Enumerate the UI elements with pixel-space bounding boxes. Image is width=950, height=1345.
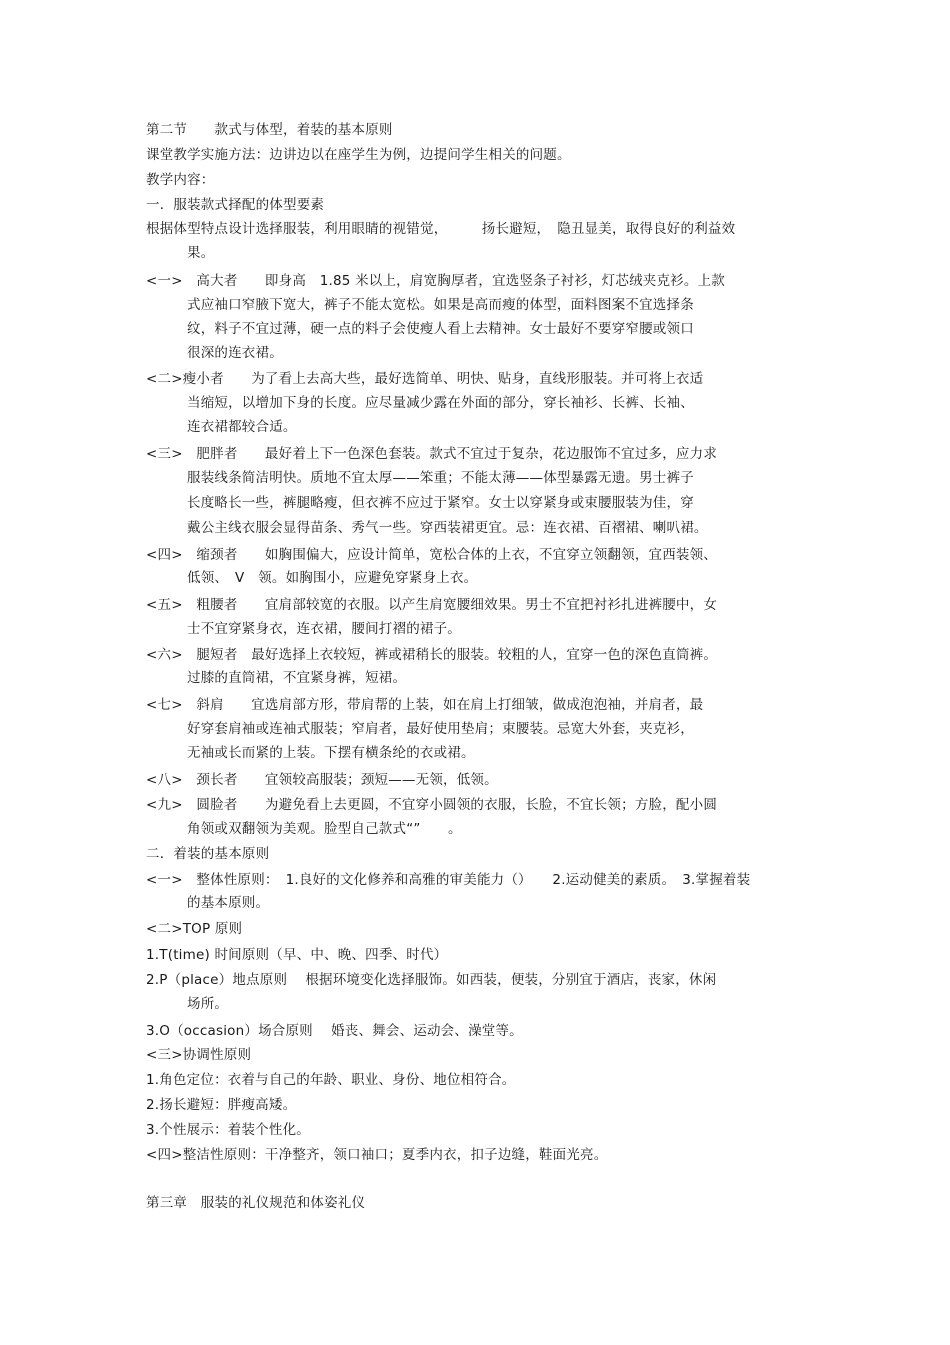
body-type-item-line: <九> 圆脸者 为避免看上去更圆，不宜穿小圆领的衣服，长脸，不宜长领；方脸，配小圆 [146,797,718,813]
body-type-item-line: 纹，料子不宜过薄，硬一点的料子会使瘦人看上去精神。女士最好不要穿窄腰或领口 [187,321,694,337]
body-type-item-line: 角领或双翻领为美观。脸型自己款式“” 。 [187,821,462,837]
chapter-title: 第三章 服装的礼仪规范和体姿礼仪 [146,1195,366,1211]
body-type-item-line: <二>瘦小者 为了看上去高大些，最好选简单、明快、贴身，直线形服装。并可将上衣适 [146,371,704,387]
part1-intro-line: 果。 [187,245,215,261]
body-type-item-line: 士不宜穿紧身衣，连衣裙，腰间打褶的裙子。 [187,621,461,637]
principle-item-line: 2.扬长避短：胖瘦高矮。 [146,1097,297,1113]
body-type-item-line: <三> 肥胖者 最好着上下一色深色套装。款式不宜过于复杂，花边服饰不宜过多，应力求 [146,446,718,462]
principle-item-line: <一> 整体性原则： 1.良好的文化修养和高雅的审美能力（） 2.运动健美的素质。 3.掌握着装 [146,872,751,888]
body-type-item-line: 低领、 V 领。如胸围小，应避免穿紧身上衣。 [187,570,478,586]
principle-item-line: 2.P（place）地点原则 根据环境变化选择服饰。如西装，便装，分别宜于酒店，丧家，休闲 [146,972,717,988]
body-type-item-line: 很深的连衣裙。 [187,345,283,361]
principle-item-line: <四>整洁性原则：干净整齐，领口袖口；夏季内衣，扣子边缝，鞋面光亮。 [146,1147,608,1163]
part1-intro-line: 根据体型特点设计选择服装，利用眼睛的视错觉， 扬长避短， 隐丑显美，取得良好的利益效 [146,221,736,237]
body-type-item-line: <五> 粗腰者 宜肩部较宽的衣服。以产生肩宽腰细效果。男士不宜把衬衫扎进裤腰中，女 [146,597,718,613]
content-label: 教学内容： [146,172,215,188]
principle-item-line: 3.个性展示：着装个性化。 [146,1122,310,1138]
body-type-item-line: 连衣裙都较合适。 [187,419,297,435]
body-type-item-line: <八> 颈长者 宜领较高服装；颈短——无领，低领。 [146,772,498,788]
body-type-item-line: <七> 斜肩 宜选肩部方形，带肩帮的上装，如在肩上打细皱，做成泡泡袖，并肩者，最 [146,697,704,713]
principle-item-line: 场所。 [187,996,229,1012]
body-type-item-line: <六> 腿短者 最好选择上衣较短，裤或裙稍长的服装。较粗的人，宜穿一色的深色直筒裤。 [146,647,718,663]
body-type-item-line: <一> 高大者 即身高 1.85 米以上，肩宽胸厚者，宜选竖条子衬衫，灯芯绒夹克衫。上款 [146,273,725,289]
part2-heading: 二．着装的基本原则 [146,846,270,862]
body-type-item-line: 式应袖口窄腋下宽大，裤子不能太宽松。如果是高而瘦的体型，面料图案不宜选择条 [187,297,694,313]
body-type-item-line: 当缩短，以增加下身的长度。应尽量减少露在外面的部分，穿长袖衫、长裤、长袖、 [187,395,694,411]
principle-item-line: 1.角色定位：衣着与自己的年龄、职业、身份、地位相符合。 [146,1072,516,1088]
principle-item-line: 的基本原则。 [187,895,270,911]
body-type-item-line: 长度略长一些，裤腿略瘦，但衣裤不应过于紧窄。女士以穿紧身或束腰服装为佳，穿 [187,495,694,511]
body-type-item-line: 服装线条简洁明快。质地不宜太厚——笨重；不能太薄——体型暴露无遗。男士裤子 [187,470,694,486]
body-type-item-line: <四> 缩颈者 如胸围偏大，应设计简单，宽松合体的上衣，不宜穿立领翻领，宜西装领、 [146,547,718,563]
body-type-item-line: 无袖或长而紧的上装。下摆有横条纶的衣或裙。 [187,745,475,761]
body-type-item-line: 好穿套肩袖或连袖式服装；窄肩者，最好使用垫肩；束腰装。忌宽大外套，夹克衫， [187,721,694,737]
teaching-method: 课堂教学实施方法：边讲边以在座学生为例，边提问学生相关的问题。 [146,147,571,163]
body-type-item-line: 过膝的直筒裙，不宜紧身裤，短裙。 [187,670,407,686]
principle-item-line: <三>协调性原则 [146,1047,252,1063]
principle-item-line: 1.T(time) 时间原则（早、中、晚、四季、时代） [146,947,448,963]
principle-item-line: <二>TOP 原则 [146,921,243,937]
body-type-item-line: 戴公主线衣服会显得苗条、秀气一些。穿西装裙更宜。忌：连衣裙、百褶裙、喇叭裙。 [187,520,708,536]
principle-item-line: 3.O（occasion）场合原则 婚丧、舞会、运动会、澡堂等。 [146,1023,523,1039]
part1-heading: 一．服装款式择配的体型要素 [146,197,325,213]
section-title: 第二节 款式与体型，着装的基本原则 [146,122,393,138]
